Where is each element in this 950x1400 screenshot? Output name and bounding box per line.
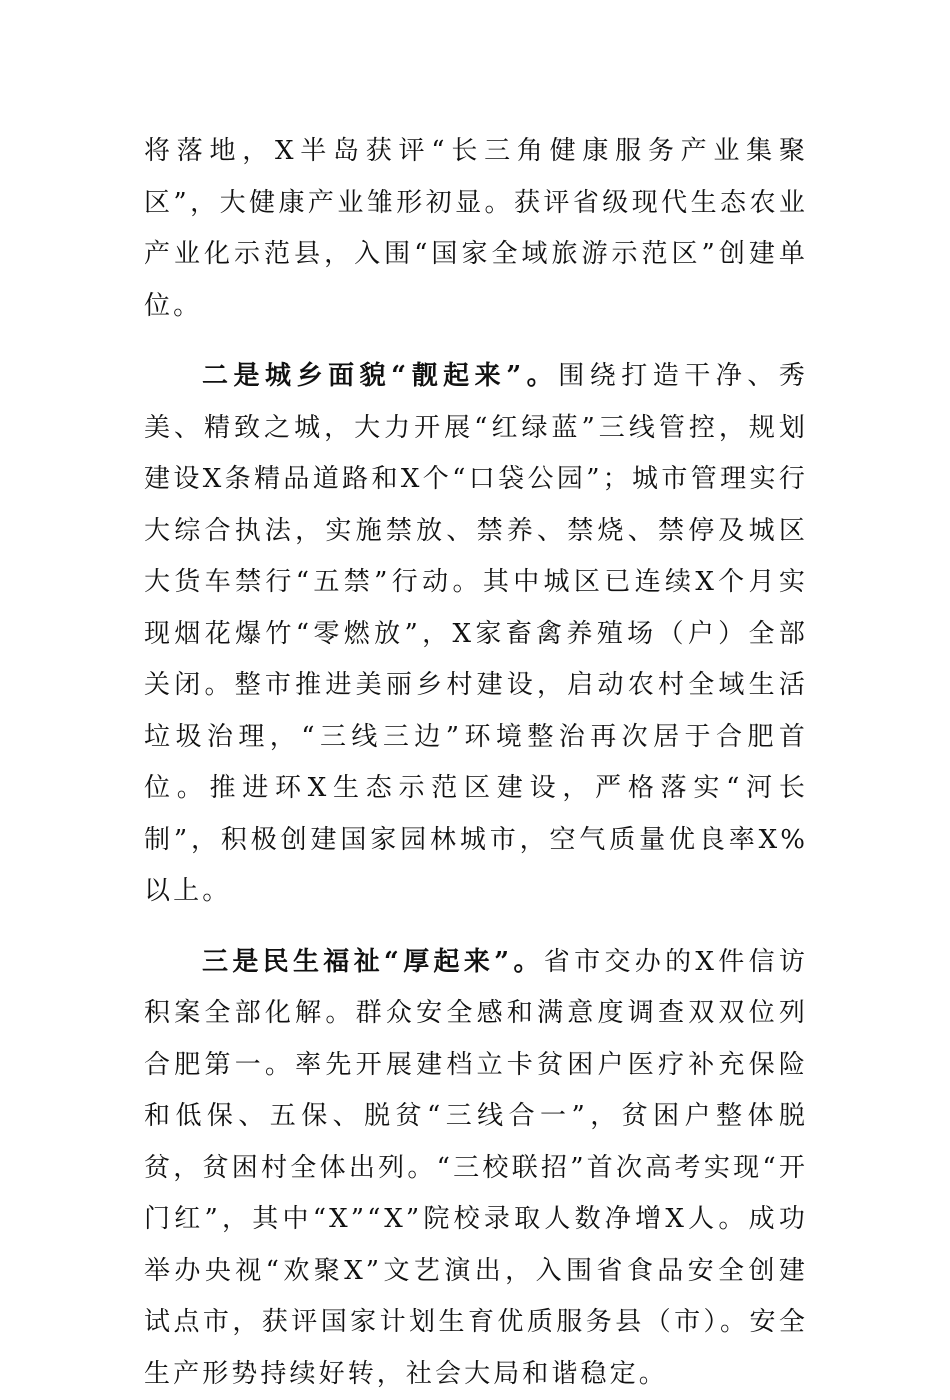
document-body — [144, 126, 808, 1400]
paragraph-heading: 二是城乡面貌“靓起来”。 — [202, 361, 558, 391]
paragraph-livelihood — [144, 937, 808, 1400]
paragraph-text: 省市交办的X件信访积案全部化解。群众安全感和满意度调查双双位列合肥第一。率先开展建档立卡贫困户医疗补充保险和低保、五保、脱贫“三线合一”，贫困户整体脱贫，贫困村全体出列。“三校联招”首次高考实现“开门红”，其中“X”“X”院校录取人数净增X人。成功举办央视“欢聚X”文艺演出，入围省食品安全创建试点市，获评国家计划生育优质服务县（市）。安全生产形势持续好转，社会大局和谐稳定。 — [144, 947, 808, 1389]
paragraph-text: 围绕打造干净、秀美、精致之城，大力开展“红绿蓝”三线管控，规划建设X条精品道路和X个“口袋公园”；城市管理实行大综合执法，实施禁放、禁养、禁烧、禁停及城区大货车禁行“五禁”行动。其中城区已连续X个月实现烟花爆竹“零燃放”，X家畜禽养殖场（户）全部关闭。整市推进美丽乡村建设，启动农村全域生活垃圾治理，“三线三边”环境整治再次居于合肥首位。推进环X生态示范区建设，严格落实“河长制”，积极创建国家园林城市，空气质量优良率X%以上。 — [144, 361, 808, 906]
paragraph-heading: 三是民生福祉“厚起来”。 — [202, 947, 544, 977]
paragraph-urban-rural — [144, 351, 808, 918]
paragraph-continuation — [144, 126, 808, 332]
paragraph-text: 将落地，X半岛获评“长三角健康服务产业集聚区”，大健康产业雏形初显。获评省级现代生态农业产业化示范县，入围“国家全域旅游示范区”创建单位。 — [144, 136, 808, 321]
